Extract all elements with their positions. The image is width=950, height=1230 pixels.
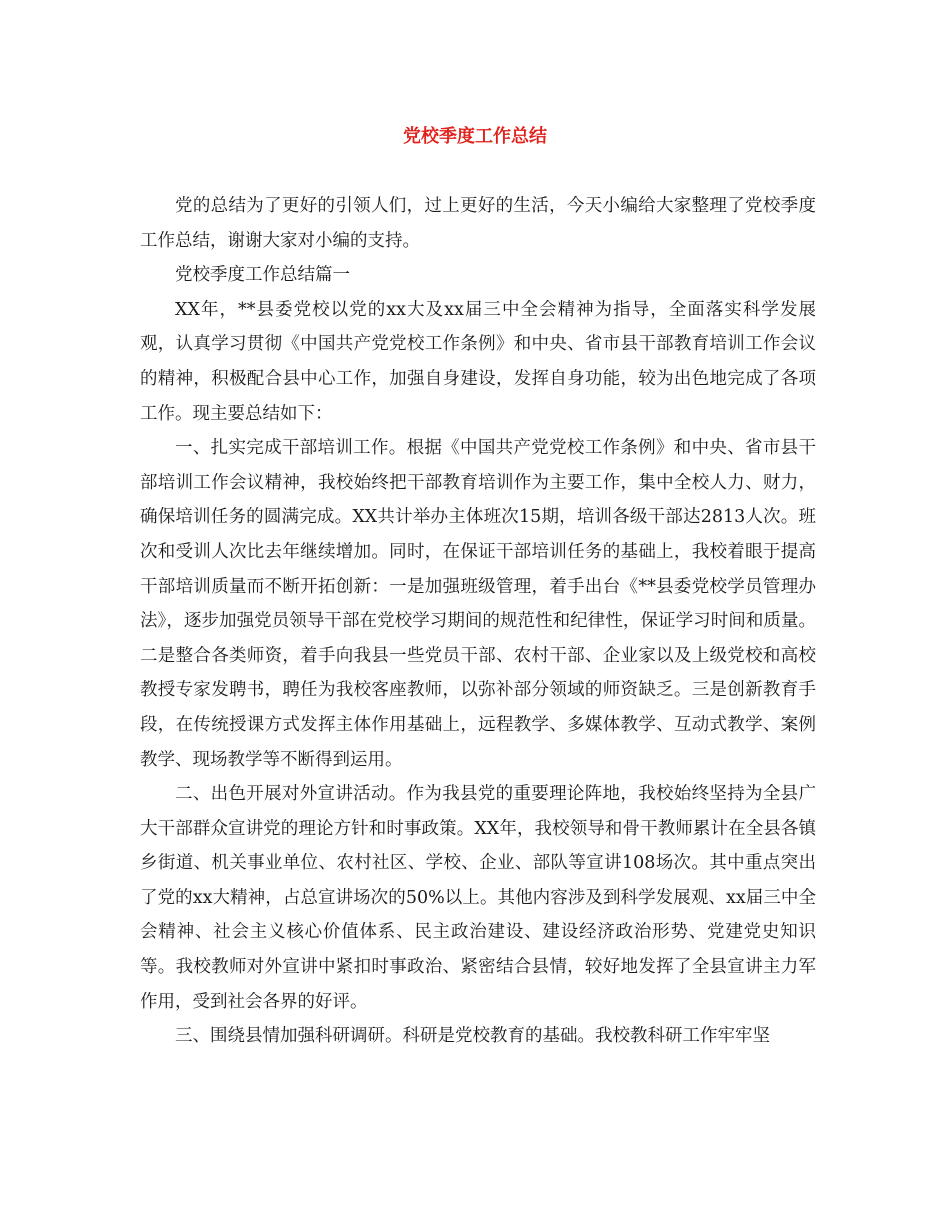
section-two-paragraph: 二、出色开展对外宣讲活动。作为我县党的重要理论阵地，我校始终坚持为全县广大干部群众宣讲党的理论方针和时事政策。XX年，我校领导和骨干教师累计在全县各镇乡街道、机关事业单位、农村社区、学校、企业、部队等宣讲108场次。其中重点突出了党的xx大精神，占总宣讲场次的50%以上。其他内容涉及到科学发展观、xx届三中全会精神、社会主义核心价值体系、民主政治建设、建设经济政治形势、党建党史知识等。我校教师对外宣讲中紧扣时事政治、紧密结合县情，较好地发挥了全县宣讲主力军作用，受到社会各界的好评。: [140, 784, 816, 1012]
section-three-paragraph: 三、围绕县情加强科研调研。科研是党校教育的基础。我校教科研工作牢牢坚: [175, 1026, 770, 1047]
intro-paragraph: 党的总结为了更好的引领人们，过上更好的生活，今天小编给大家整理了党校季度工作总结，谢谢大家对小编的支持。: [140, 196, 816, 251]
section-heading: 党校季度工作总结篇一: [175, 265, 350, 286]
section-one-paragraph: 一、扎实完成干部培训工作。根据《中国共产党党校工作条例》和中央、省市县干部培训工作会议精神，我校始终把干部教育培训作为主要工作，集中全校人力、财力，确保培训任务的圆满完成。XX共计举办主体班次15期，培训各级干部达2813人次。班次和受训人次比去年继续增加。同时，在保证干部培训任务的基础上，我校着眼于提高干部培训质量而不断开拓创新：一是加强班级管理，着手出台《**县委党校学员管理办法》，逐步加强党员领导干部在党校学习期间的规范性和纪律性，保证学习时间和质量。二是整合各类师资，着手向我县一些党员干部、农村干部、企业家以及上级党校和高校教授专家发聘书，聘任为我校客座教师，以弥补部分领域的师资缺乏。三是创新教育手段，在传统授课方式发挥主体作用基础上，远程教学、多媒体教学、互动式教学、案例教学、现场教学等不断得到运用。: [140, 438, 816, 770]
overview-paragraph: XX年，**县委党校以党的xx大及xx届三中全会精神为指导，全面落实科学发展观，认真学习贯彻《中国共产党党校工作条例》和中央、省市县干部教育培训工作会议的精神，积极配合县中心工作，加强自身建设，发挥自身功能，较为出色地完成了各项工作。现主要总结如下：: [140, 299, 816, 424]
document-title: 党校季度工作总结: [403, 126, 547, 147]
document-body: [140, 189, 816, 1054]
